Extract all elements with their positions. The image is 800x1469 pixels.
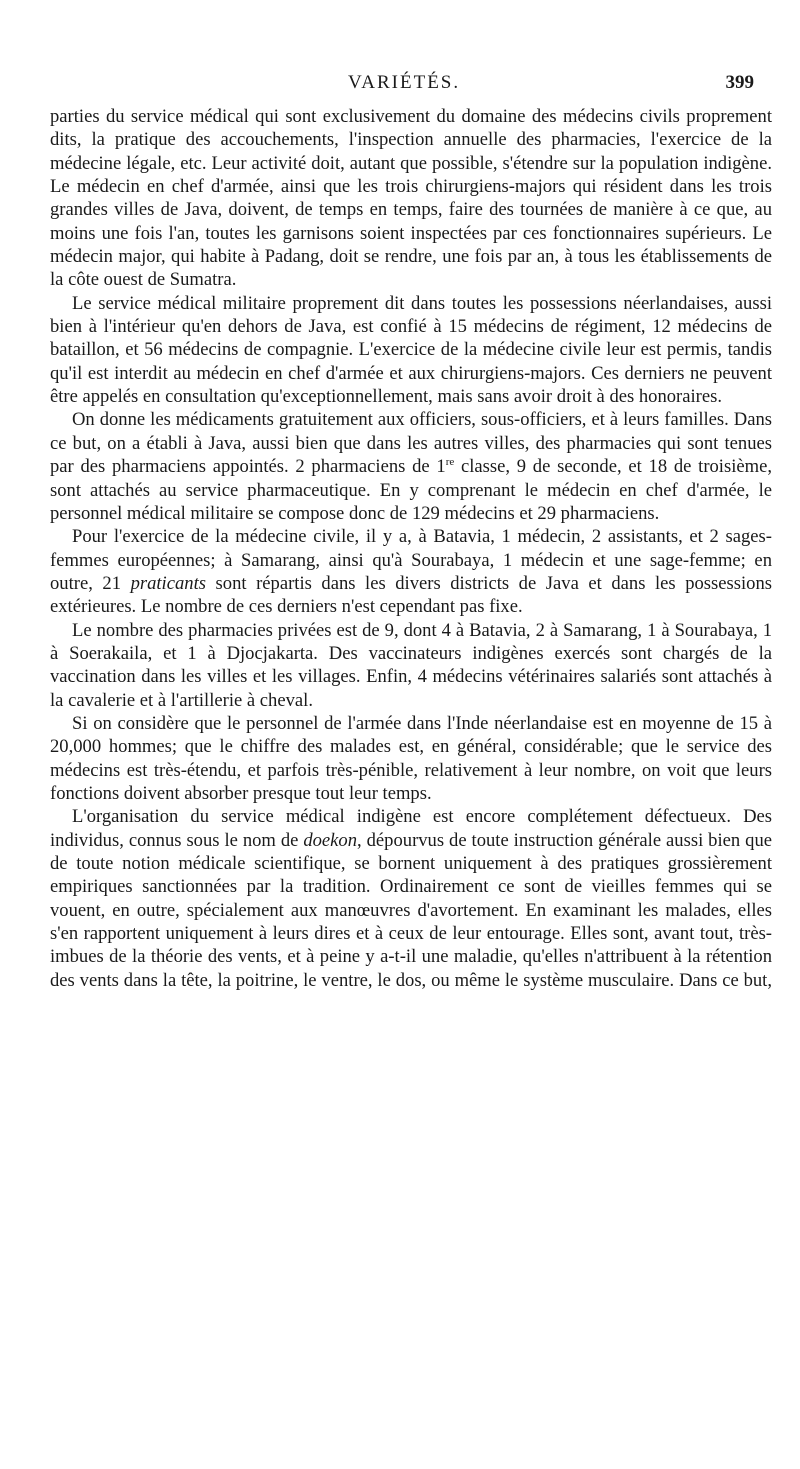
paragraph-3-text-b: classe, 9 de seconde, et 18 de troisième, sont attachés au service pharmaceutique. En y comprenant le médecin en chef d'armée, le personnel médical militaire se compose donc de 129 médecins et 29 pharmaciens. (50, 456, 772, 524)
italic-term-praticants: praticants (130, 572, 206, 594)
paragraph-7 (50, 805, 772, 992)
paragraph-7-text-a: L'organisation du service médical indigène est encore complétement défectueux. Des individus, connus sous le nom de (50, 806, 772, 851)
body-text (50, 105, 772, 992)
paragraph-4 (50, 525, 772, 618)
running-title: VARIÉTÉS. (348, 72, 461, 93)
paragraph-1: parties du service médical qui sont exclusivement du domaine des médecins civils proprement dits, la pratique des accouchements, l'inspection annuelle des pharmacies, l'exercice de la médecine légale, etc. Leur activité doit, autant que possible, s'étendre sur la population indigène. Le médecin en chef d'armée, ainsi que les trois chirurgiens-majors qui résident dans les trois grandes villes de Java, doivent, de temps en temps, faire des tournées de manière à ce que, au moins une fois l'an, toutes les garnisons soient inspectées par ces fonctionnaires supérieurs. Le médecin major, qui habite à Padang, doit se rendre, une fois par an, à tous les établissements de la côte ouest de Sumatra. (50, 106, 772, 291)
paragraph-2: Le service médical militaire proprement dit dans toutes les possessions néerlandaises, aussi bien à l'intérieur qu'en dehors de Java, est confié à 15 médecins de régiment, 12 médecins de bataillon, et 56 médecins de compagnie. L'exercice de la médecine civile leur est permis, tandis qu'il est interdit au médecin en chef d'armée et aux chirurgiens-majors. Ces derniers ne peuvent être appelés en consultation qu'exceptionnellement, mais sans avoir droit à des honoraires. (50, 292, 772, 408)
paragraph-5: Le nombre des pharmacies privées est de 9, dont 4 à Batavia, 2 à Samarang, 1 à Sourabaya, 1 à Soerakaila, et 1 à Djocjakarta. Des vaccinateurs indigènes exercés sont chargés de la vaccination dans les villes et les villages. Enfin, 4 médecins vétérinaires salariés sont attachés à la cavalerie et à l'artillerie à cheval. (50, 619, 772, 711)
page-number: 399 (725, 72, 754, 93)
ordinal-superscript: re (445, 455, 455, 468)
italic-term-doekon: doekon (303, 829, 358, 851)
paragraph-7-text-b: , dépourvus de toute instruction générale aussi bien que de toute notion médicale scientifique, se bornent uniquement à des pratiques grossièrement empiriques sanctionnées par la tradition. Ordinairement ce sont de vieilles femmes qui se vouent, en outre, spécialement aux manœuvres d'avortement. En examinant les malades, elles s'en rapportent uniquement à leurs dires et à ceux de leur entourage. Elles sont, avant tout, très-imbues de la théorie des vents, et à peine y a-t-il une maladie, qu'elles n'attribuent à la rétention des vents dans la tête, la poitrine, le ventre, le dos, ou même le système musculaire. Dans ce but, (50, 829, 772, 991)
paragraph-4-text-b: sont répartis dans les divers districts de Java et dans les possessions extérieures. Le nombre de ces derniers n'est cependant pas fixe. (50, 572, 772, 618)
paragraph-6: Si on considère que le personnel de l'armée dans l'Inde néerlandaise est en moyenne de 15 à 20,000 hommes; que le chiffre des malades est, en général, considérable; que le service des médecins est très-étendu, et parfois très-pénible, relativement à leur nombre, on voit que leurs fonctions doivent absorber presque tout leur temps. (50, 712, 772, 804)
paragraph-3 (50, 408, 772, 525)
page-header (258, 72, 754, 100)
paragraph-4-text-a: Pour l'exercice de la médecine civile, il y a, à Batavia, 1 médecin, 2 assistants, et 2 sages-femmes européennes; à Samarang, ainsi qu'à Sourabaya, 1 médecin et une sage-femme; en outre, 21 (50, 526, 772, 594)
paragraph-3-text-a: On donne les médicaments gratuitement aux officiers, sous-officiers, et à leurs familles. Dans ce but, on a établi à Java, aussi bien que dans les autres villes, des pharmacies qui sont tenues par des pharmaciens appointés. 2 pharmaciens de 1 (50, 409, 772, 478)
